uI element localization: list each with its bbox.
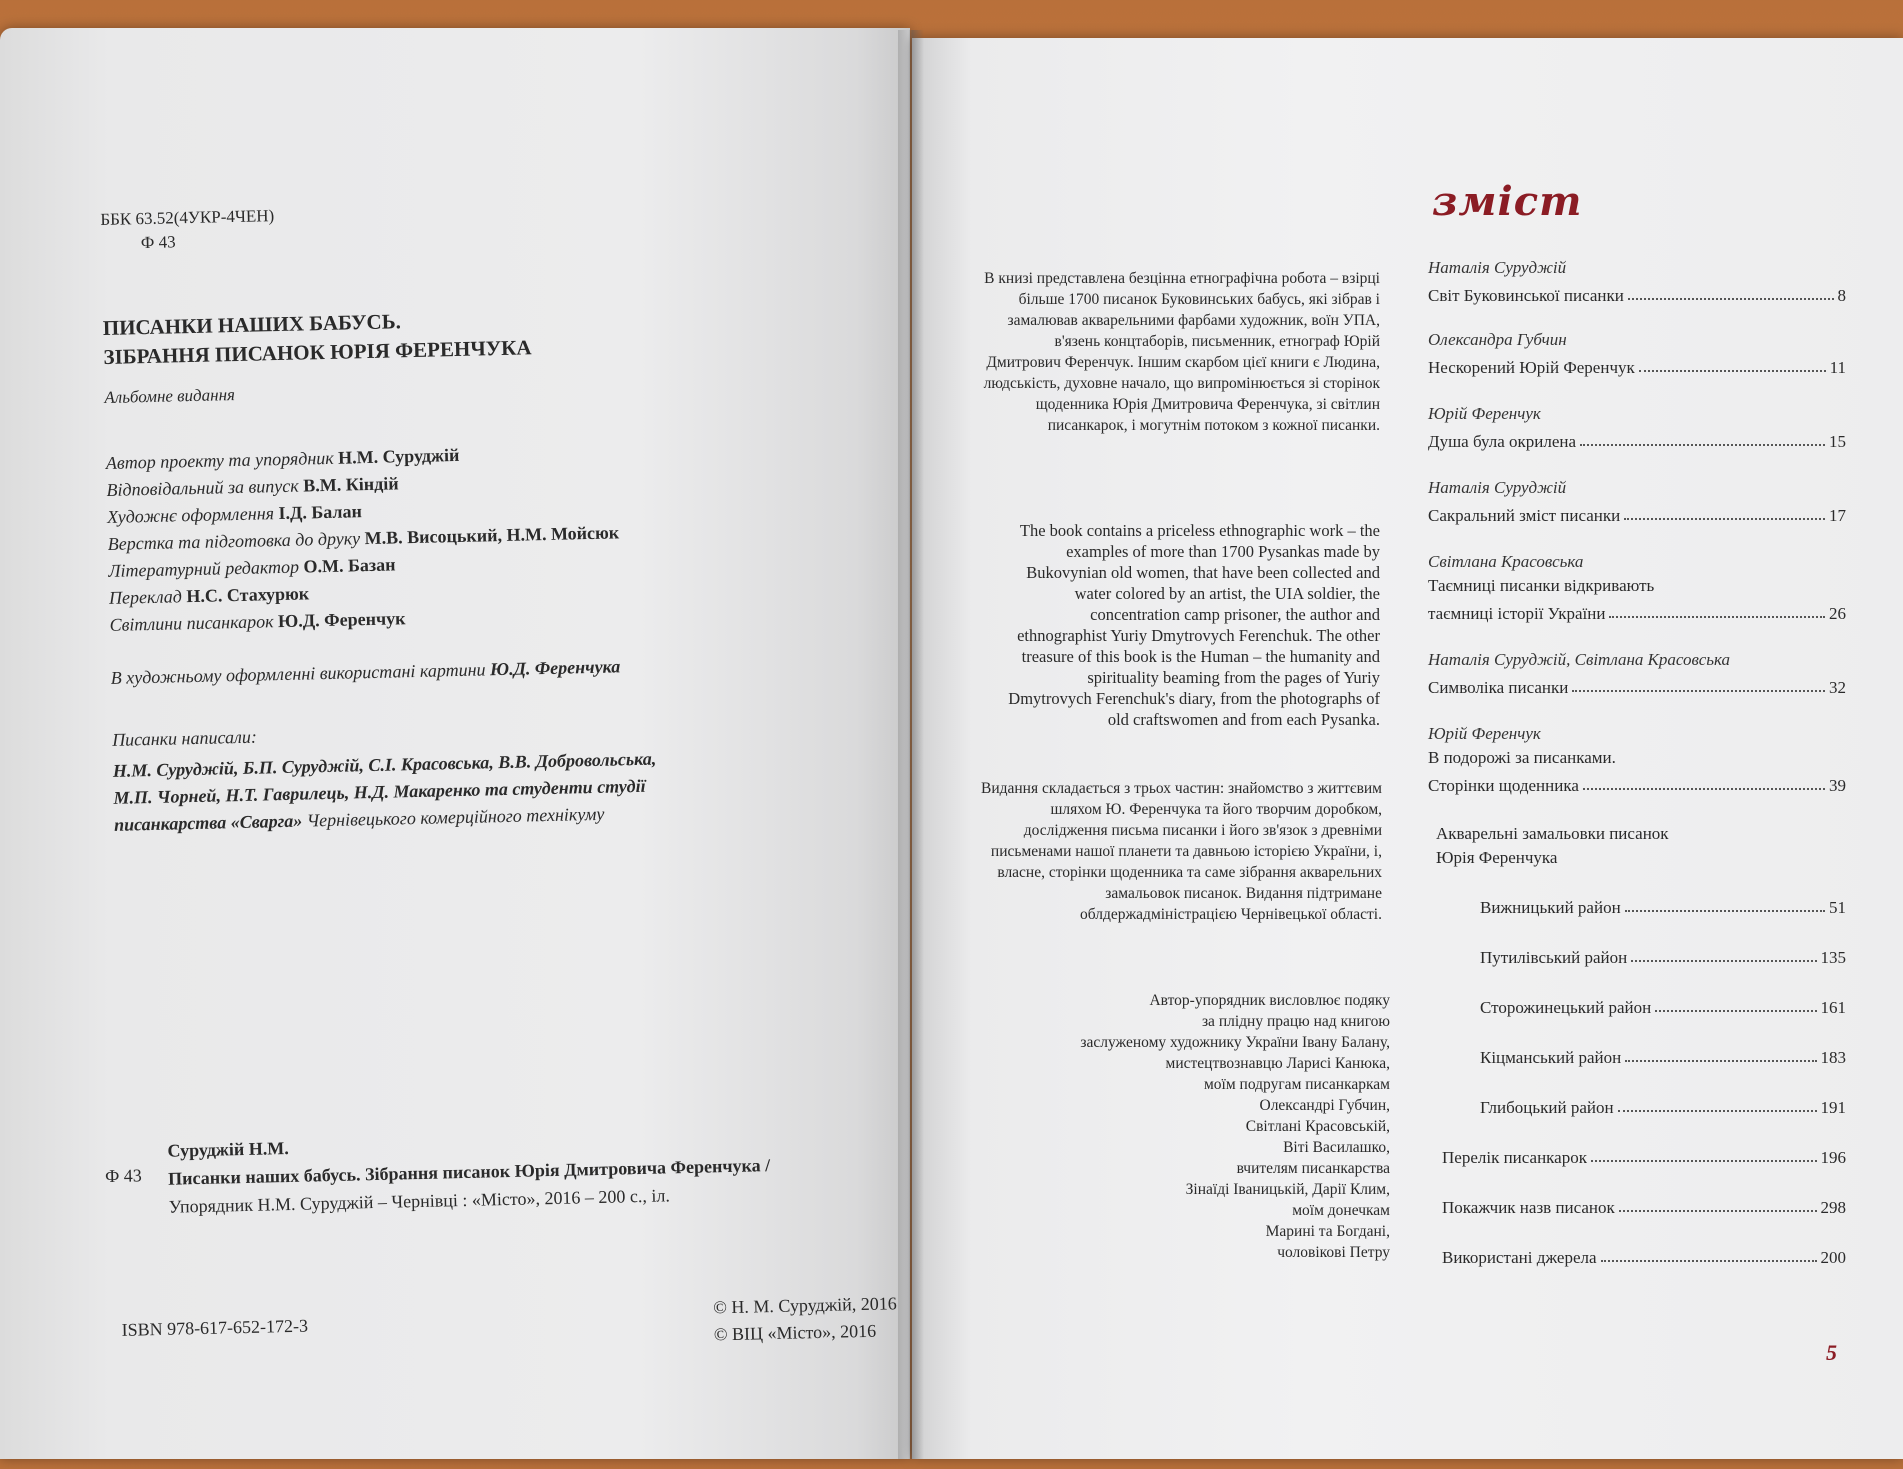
toc-entry-page: 298 xyxy=(1820,1198,1846,1217)
toc-entry-line xyxy=(1428,502,1846,526)
toc-entry-page: 191 xyxy=(1820,1098,1846,1117)
toc-entry xyxy=(1428,650,1846,698)
credit-role: Автор проекту та упорядник xyxy=(105,447,334,473)
toc-entry-line xyxy=(1428,354,1846,378)
left-page xyxy=(0,28,910,1459)
credit-name: М.В. Висоцький, Н.М. Мойсюк xyxy=(364,522,620,549)
acknowledgement-line: вчителям писанкарства xyxy=(1236,1160,1390,1177)
toc-entry-title: Вижницький район xyxy=(1480,898,1621,917)
credit-name: В.М. Кіндій xyxy=(302,473,399,496)
toc-entry-page: 39 xyxy=(1829,776,1846,795)
credit-name: Н.С. Стахурюк xyxy=(186,583,310,607)
toc-entry xyxy=(1428,724,1846,796)
toc-entry-author: Юрій Ференчук xyxy=(1428,404,1541,423)
egg-authors-line-1: Н.М. Суруджій, Б.П. Суруджій, С.І. Красовська, В.В. Добровольська, xyxy=(112,748,657,781)
bibliographic-record xyxy=(167,1123,771,1221)
copyright xyxy=(713,1290,898,1348)
toc-entry-page: 11 xyxy=(1829,358,1846,377)
copyright-line-2: © ВІЦ «Місто», 2016 xyxy=(713,1320,877,1345)
toc-entry-line xyxy=(1428,428,1846,452)
toc-entry-line xyxy=(1442,1194,1846,1218)
toc-entry-title: Нескорений Юрій Ференчук xyxy=(1428,358,1635,377)
toc-entry-title: Сакральний зміст писанки xyxy=(1428,506,1621,525)
toc-entry-title: Кіцманський район xyxy=(1480,1048,1622,1067)
toc-entry-page: 135 xyxy=(1820,948,1846,967)
toc-entry-author: Наталія Суруджій xyxy=(1428,258,1567,277)
credit-name: І.Д. Балан xyxy=(278,501,363,524)
credit-role: Переклад xyxy=(108,586,183,608)
toc-entry-author: Юрій Ференчук xyxy=(1428,724,1541,743)
credit-role: Верстка та підготовка до друку xyxy=(107,528,361,554)
toc-leader-dots xyxy=(1591,1160,1817,1162)
credit-role: Літературний редактор xyxy=(108,556,300,581)
acknowledgement-line: Марині та Богдані, xyxy=(1265,1223,1390,1240)
description-ukrainian: В книзі представлена безцінна етнографічна робота – взірці більше 1700 писанок Буковинських бабусь, які зібрав і замалював акварельними фарбами художник, воїн УПА, в'язень концтаборів, письменник, етнограф Юрій Дмитрович Ференчук. Іншим скарбом цієї книги є Людина, людськість, духовне начало, що випромінюється зі сторінок щоденника Юрія Дмитровича Ференчука, зі світлин писанкарок, і могутнім потоком з кожної писанки. xyxy=(983,270,1380,434)
toc-entry-title: Світ Буковинської писанки xyxy=(1428,286,1624,305)
toc-entry-title: Душа була окрилена xyxy=(1428,432,1577,451)
paintings-note-text: В художньому оформленні використані картини xyxy=(110,659,486,688)
toc-leader-dots xyxy=(1624,518,1825,520)
toc-entry-page: 32 xyxy=(1829,678,1846,697)
credit-name: О.М. Базан xyxy=(303,554,396,577)
toc-leader-dots xyxy=(1618,1110,1817,1112)
toc-entry-line xyxy=(1428,674,1846,698)
acknowledgement-line: моїм подругам писанкаркам xyxy=(1204,1076,1390,1093)
page-number: 5 xyxy=(1826,1340,1837,1365)
toc-district-entry xyxy=(1480,944,1846,968)
acknowledgement-line: Автор-упорядник висловлює подяку xyxy=(1149,992,1390,1009)
toc-entry-title: Сторожинецький район xyxy=(1480,998,1652,1017)
toc-title: зміст xyxy=(1432,178,1583,225)
toc-entry xyxy=(1442,1144,1846,1168)
bib-author: Суруджій Н.М. xyxy=(167,1137,289,1161)
acknowledgement-line: мистецтвознавцю Ларисі Канюка, xyxy=(1165,1055,1390,1072)
toc-entry-title-line: В подорожі за писанками. xyxy=(1428,748,1616,767)
toc-entry-line xyxy=(1442,1144,1846,1168)
book-title-line-2: ЗІБРАННЯ ПИСАНОК ЮРІЯ ФЕРЕНЧУКА xyxy=(103,335,532,369)
toc-entry-line xyxy=(1480,894,1846,918)
toc-entry xyxy=(1428,404,1846,452)
toc-leader-dots xyxy=(1639,370,1826,372)
toc-entry-title: Глибоцький район xyxy=(1480,1098,1614,1117)
toc-entry-line xyxy=(1428,282,1846,306)
acknowledgement-line: за плідну працю над книгою xyxy=(1201,1013,1390,1030)
acknowledgement-line: Олександрі Губчин, xyxy=(1259,1097,1390,1114)
copyright-line-1: © Н. М. Суруджій, 2016 xyxy=(712,1293,897,1318)
description-parts: Видання складається з трьох частин: знайомство з життєвим шляхом Ю. Ференчука та його творчим доробком, дослідження письма писанки і його зв'язок з древніми письменами нашої планети та давньою історією України, і, власне, сторінки щоденника та саме зібрання акварельних замальовок писанок. Видання підтримане облдержадміністрацією Чернівецької області. xyxy=(980,780,1382,923)
toc-leader-dots xyxy=(1580,444,1825,446)
toc-entry-title: Покажчик назв писанок xyxy=(1442,1198,1615,1217)
description-english: The book contains a priceless ethnographic work – the examples of more than 1700 Pysankas made by Bukovynian old women, that have been collected and water colored by an artist, the UIA soldier, the concentration camp prisoner, the author and ethnographist Yuriy Dmytrovych Ferenchuk. The other treasure of this book is the Human – the humanity and spirituality beaming from the pages of Yuriy Dmytrovych Ferenchuk's diary, from the photographs of old craftswomen and from each Pysanka. xyxy=(1008,521,1380,729)
toc-entry-line xyxy=(1480,994,1846,1018)
toc-section xyxy=(1436,824,1854,872)
toc-entry-line xyxy=(1428,600,1846,624)
studio-name: «Сварга» xyxy=(230,810,303,833)
toc-section-title: Акварельні замальовки писанок xyxy=(1436,824,1669,843)
toc-entry-page: 15 xyxy=(1829,432,1846,451)
toc-leader-dots xyxy=(1572,690,1825,692)
bib-publication: Упорядник Н.М. Суруджій – Чернівці : «Місто», 2016 – 200 с., іл. xyxy=(168,1185,671,1217)
toc-entry-author: Наталія Суруджій, Світлана Красовська xyxy=(1428,650,1731,669)
credit-role: Відповідальний за випуск xyxy=(106,475,299,500)
toc-entry xyxy=(1428,552,1846,624)
toc-entry xyxy=(1428,258,1846,306)
paintings-note-name: Ю.Д. Ференчука xyxy=(489,656,621,680)
egg-authors-label: Писанки написали: xyxy=(111,726,258,750)
credit-name: Н.М. Суруджій xyxy=(337,444,460,468)
acknowledgement-line: чоловікові Петру xyxy=(1277,1244,1390,1261)
egg-authors xyxy=(113,746,658,839)
toc-entry-title: Використані джерела xyxy=(1442,1248,1597,1267)
egg-authors-line-3c: Чернівецького комерційного технікуму xyxy=(302,803,605,831)
toc-entry-line xyxy=(1480,1094,1846,1118)
toc-entry xyxy=(1428,330,1846,378)
toc-entry-title-line: Таємниці писанки відкривають xyxy=(1428,576,1655,595)
toc-entry-page: 26 xyxy=(1829,604,1846,623)
acknowledgement-line: Зінаїді Іваницькій, Дарії Клим, xyxy=(1185,1181,1390,1198)
acknowledgement-line: моїм донечкам xyxy=(1292,1202,1390,1219)
edition-type: Альбомне видання xyxy=(104,385,236,407)
book-title xyxy=(103,304,532,372)
toc-entry-author: Наталія Суруджій xyxy=(1428,478,1567,497)
credit-role: Художнє оформлення xyxy=(106,503,275,527)
toc-leader-dots xyxy=(1609,616,1825,618)
toc-entry-line xyxy=(1442,1244,1846,1268)
toc-district-entry xyxy=(1480,1044,1846,1068)
toc-leader-dots xyxy=(1583,788,1825,790)
toc-entry-title: Сторінки щоденника xyxy=(1428,776,1579,795)
author-mark: Ф 43 xyxy=(140,232,176,253)
toc-leader-dots xyxy=(1631,960,1816,962)
toc-leader-dots xyxy=(1625,1060,1816,1062)
toc-entry-author: Олександра Губчин xyxy=(1428,330,1567,349)
isbn: ISBN 978-617-652-172-3 xyxy=(121,1315,309,1340)
book-gutter xyxy=(898,30,924,1459)
toc-section-title: Юрія Ференчука xyxy=(1436,848,1558,867)
book-title-line-1: ПИСАНКИ НАШИХ БАБУСЬ. xyxy=(102,309,402,340)
toc-entry-page: 8 xyxy=(1837,286,1846,305)
paintings-note xyxy=(111,656,621,689)
toc-entry-page: 17 xyxy=(1829,506,1846,525)
toc-entry-title: Перелік писанкарок xyxy=(1442,1148,1587,1167)
toc-entry-line xyxy=(1480,944,1846,968)
acknowledgement-line: Віті Василашко, xyxy=(1283,1139,1390,1156)
toc-entry xyxy=(1428,478,1846,526)
toc-leader-dots xyxy=(1628,298,1834,300)
toc-entry xyxy=(1442,1194,1846,1218)
toc-district-entry xyxy=(1480,1094,1846,1118)
left-page-content xyxy=(0,18,926,1469)
toc-entry-title: таємниці історії України xyxy=(1428,604,1606,623)
toc-entry-page: 200 xyxy=(1820,1248,1846,1267)
acknowledgements xyxy=(980,990,1390,1263)
toc-district-entry xyxy=(1480,894,1846,918)
bib-code: Ф 43 xyxy=(104,1165,143,1187)
toc-entry-page: 183 xyxy=(1820,1048,1846,1067)
egg-authors-line-2: М.П. Чорней, Н.Т. Гаврилець, Н.Д. Макаренко та студенти студії xyxy=(113,775,646,808)
toc-entry-author: Світлана Красовська xyxy=(1428,552,1584,571)
toc-entry-page: 196 xyxy=(1820,1148,1846,1167)
acknowledgement-line: Світлані Красовській, xyxy=(1245,1118,1390,1135)
toc-leader-dots xyxy=(1601,1260,1817,1262)
credit-role: Світлини писанкарок xyxy=(109,611,274,635)
toc-entry-line xyxy=(1480,1044,1846,1068)
toc-leader-dots xyxy=(1619,1210,1817,1212)
toc-entry-title: Путилівський район xyxy=(1480,948,1628,967)
toc-entry-page: 161 xyxy=(1820,998,1846,1017)
toc-entry xyxy=(1442,1244,1846,1268)
toc-district-entry xyxy=(1480,994,1846,1018)
toc-leader-dots xyxy=(1655,1010,1816,1012)
toc-leader-dots xyxy=(1625,910,1825,912)
bib-title: Писанки наших бабусь. Зібрання писанок Юрія Дмитровича Ференчука / xyxy=(167,1155,771,1189)
toc-entry-title: Символіка писанки xyxy=(1428,678,1569,697)
bbk-code xyxy=(100,204,275,256)
credits-list xyxy=(106,438,622,639)
egg-authors-line-3a: писанкарства xyxy=(113,812,231,835)
toc-entry-line xyxy=(1428,772,1846,796)
bbk-index: ББК 63.52(4УКР-4ЧЕН) xyxy=(100,206,275,230)
acknowledgement-line: заслуженому художнику України Івану Балану, xyxy=(1080,1034,1390,1051)
toc-entry-page: 51 xyxy=(1829,898,1846,917)
credit-name: Ю.Д. Ференчук xyxy=(277,608,406,632)
